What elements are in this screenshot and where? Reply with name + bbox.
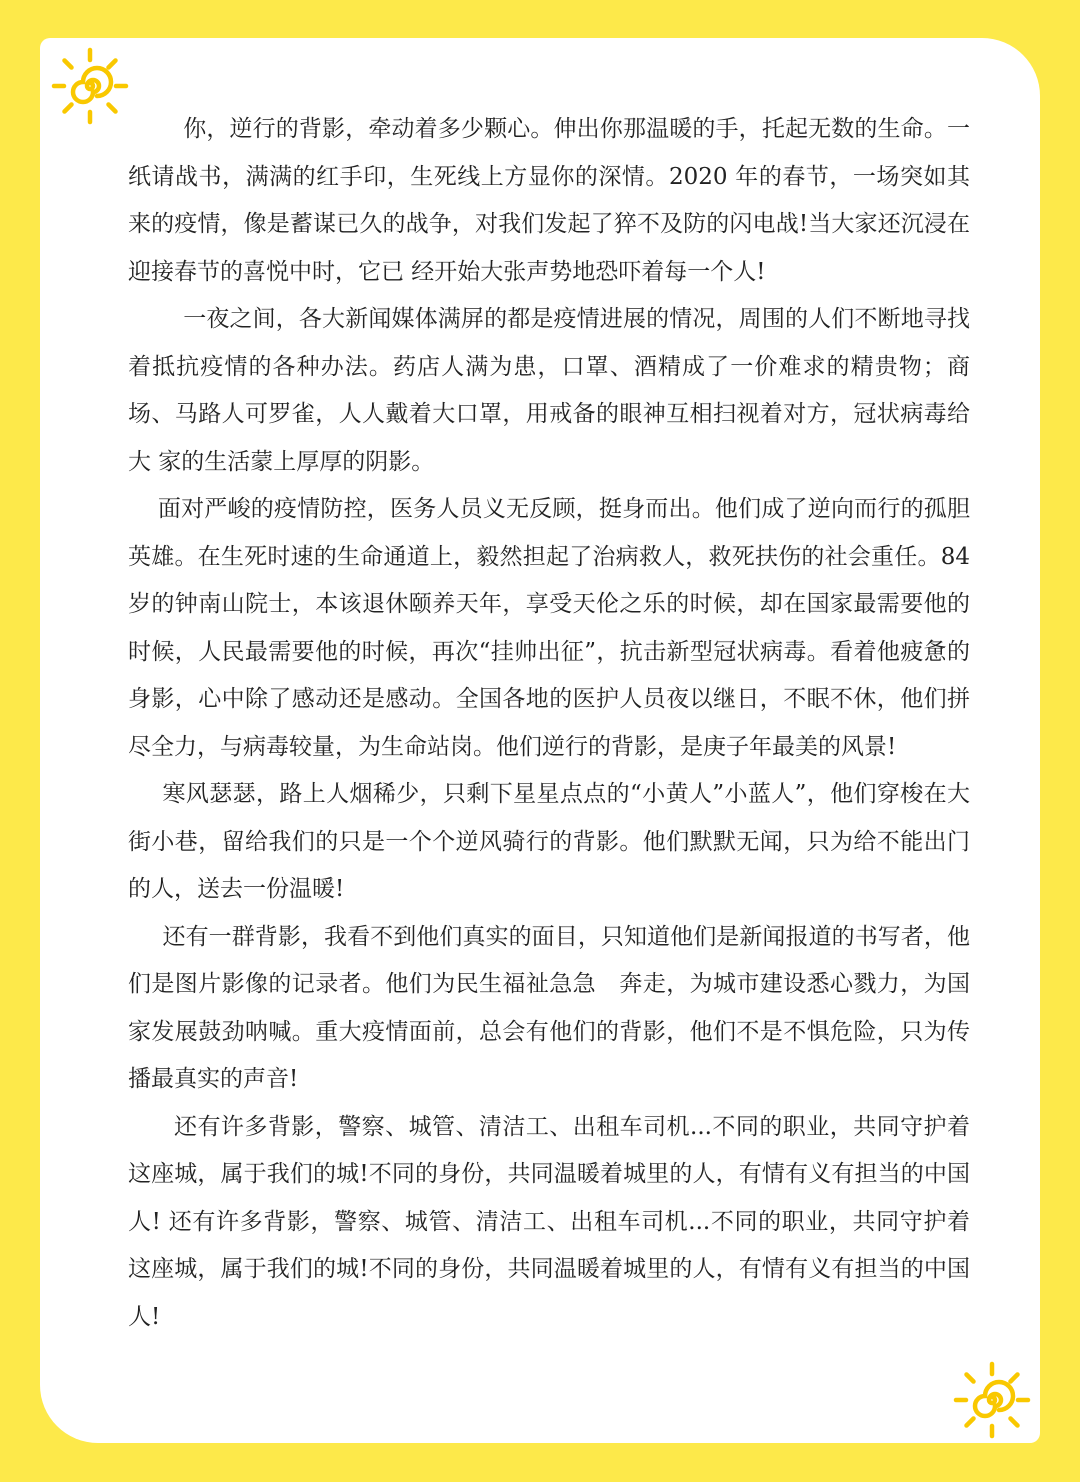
sun-spiral-icon <box>952 1360 1032 1440</box>
sun-spiral-icon <box>50 46 130 126</box>
article-paragraph: 你，逆行的背影，牵动着多少颗心。伸出你那温暖的手，托起无数的生命。一纸请战书，满满的红手印，生死线上方显你的深情。2020 年的春节，一场突如其来的疫情，像是蓄谋已久的战争，对我们发起了猝不及防的闪电战!当大家还沉浸在迎接春节的喜悦中时，它已 经开始大张声势地恐吓着每一个人! <box>128 116 970 285</box>
article-paragraph: 还有许多背影，警察、城管、清洁工、出租车司机...不同的职业，共同守护着这座城，属于我们的城!不同的身份，共同温暖着城里的人，有情有义有担当的中国人! 还有许多背影，警察、城管、清洁工、出租车司机...不同的职业，共同守护着这座城，属于我们的城!不同的身份，共同温暖着城里的人，有情有义有担当的中国人! <box>128 1113 970 1330</box>
article-paragraph: 一夜之间，各大新闻媒体满屏的都是疫情进展的情况，周围的人们不断地寻找着抵抗疫情的各种办法。药店人满为患，口罩、酒精成了一价难求的精贵物；商场、马路人可罗雀，人人戴着大口罩，用戒备的眼神互相扫视着对方，冠状病毒给大 家的生活蒙上厚厚的阴影。 <box>128 306 970 475</box>
article-paragraph: 还有一群背影，我看不到他们真实的面目，只知道他们是新闻报道的书写者，他们是图片影像的记录者。他们为民生福祉急急 奔走，为城市建设悉心戮力，为国家发展鼓劲呐喊。重大疫情面前，总会有他们的背影，他们不是不惧危险，只为传播最真实的声音! <box>128 923 970 1092</box>
article-paragraph: 面对严峻的疫情防控，医务人员义无反顾，挺身而出。他们成了逆向而行的孤胆英雄。在生死时速的生命通道上，毅然担起了治病救人，救死扶伤的社会重任。84 岁的钟南山院士，本该退休颐养天年，享受天伦之乐的时候，却在国家最需要他的时候，人民最需要他的时候，再次“挂帅出征”，抗击新型冠状病毒。看着他疲惫的身影，心中除了感动还是感动。全国各地的医护人员夜以继日，不眠不休，他们拼尽全力，与病毒较量，为生命站岗。他们逆行的背影，是庚子年最美的风景! <box>128 496 970 760</box>
article-body <box>128 106 970 1341</box>
article-paragraph: 寒风瑟瑟，路上人烟稀少，只剩下星星点点的“小黄人”小蓝人”，他们穿梭在大街小巷，留给我们的只是一个个逆风骑行的背影。他们默默无闻，只为给不能出门的人，送去一份温暖! <box>128 781 970 902</box>
